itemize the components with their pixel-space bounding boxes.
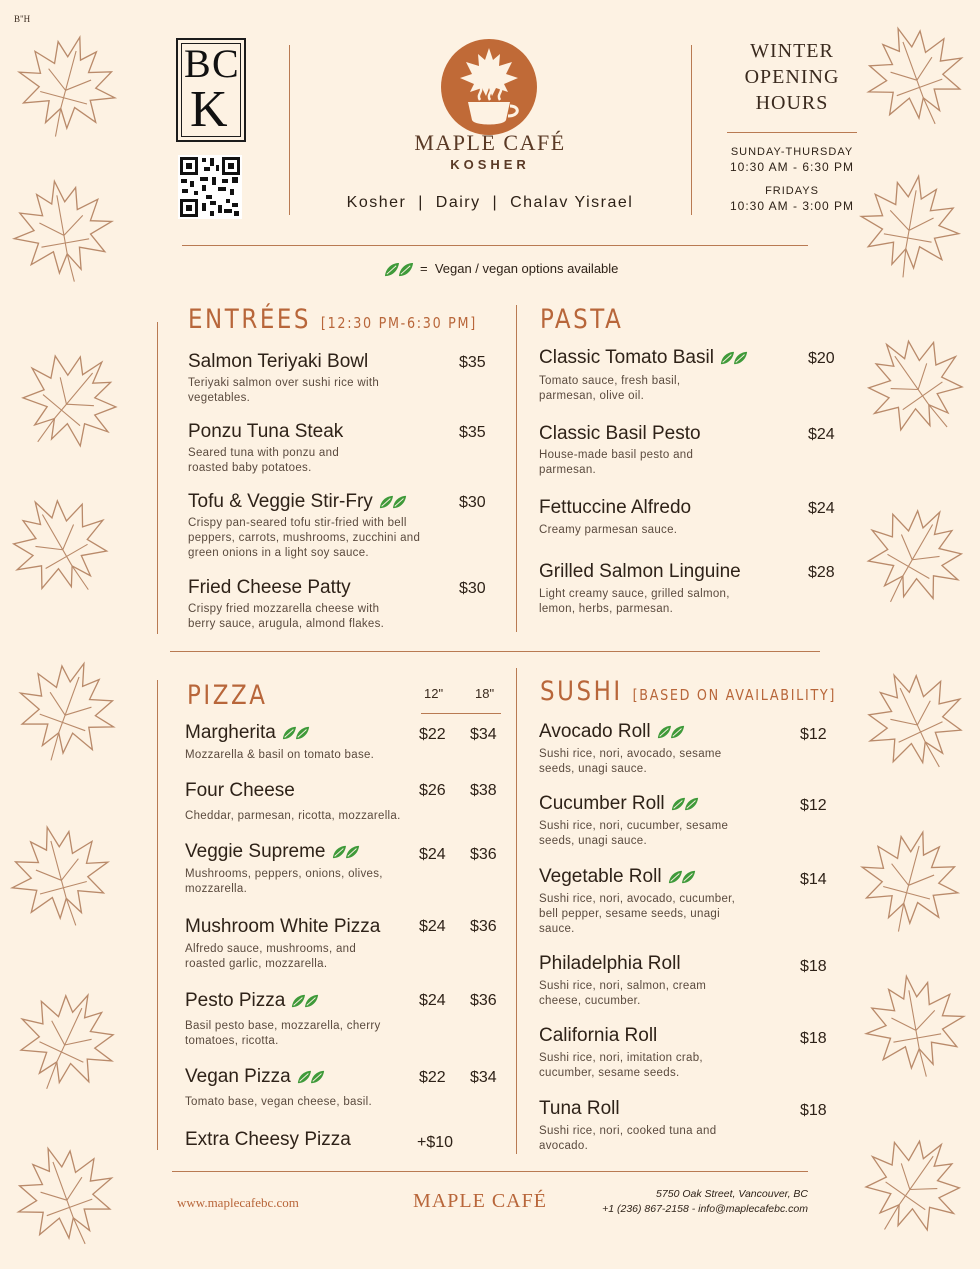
maple-leaf-icon (0, 323, 147, 478)
vegan-leaf-icon (668, 869, 696, 885)
menu-item-name-text: Classic Tomato Basil (539, 347, 714, 368)
maple-leaf-icon (838, 308, 980, 461)
price-12: $22 (419, 726, 446, 743)
menu-item-price: $20 (808, 350, 835, 367)
entrees-title-text: ENTRÉES (188, 304, 312, 335)
menu-item-price: $28 (808, 564, 835, 581)
menu-item-desc: Sushi rice, nori, cooked tuna and avocado. (539, 1125, 717, 1152)
size-underline (421, 713, 501, 714)
section-divider (516, 668, 517, 1154)
hours-title (722, 38, 862, 116)
menu-item-name (185, 722, 310, 744)
vegan-leaf-icon (291, 993, 319, 1009)
menu-item-name (185, 1066, 325, 1088)
menu-item-desc: Tomato sauce, fresh basil, parmesan, olive oil. (539, 375, 681, 402)
maple-leaf-icon (845, 5, 980, 146)
hours-days: FRIDAYS (765, 185, 819, 197)
maple-leaf-icon (851, 961, 978, 1088)
menu-item-name-text: Avocado Roll (539, 721, 651, 742)
menu-item-name (185, 990, 319, 1012)
website-link[interactable]: www.maplecafebc.com (177, 1195, 299, 1210)
price-18: $34 (470, 726, 497, 743)
logo-letter-b: B (184, 41, 211, 86)
footer-rule (172, 1171, 808, 1172)
vegan-legend: = Vegan / vegan options available (420, 261, 619, 276)
price-12: $26 (419, 782, 446, 799)
menu-item-name-text: Margherita (185, 722, 276, 743)
maple-leaf-icon (0, 967, 140, 1113)
menu-item-price: $12 (800, 726, 827, 743)
vegan-leaf-icon (297, 1069, 325, 1085)
menu-item-price: $14 (800, 871, 827, 888)
hours-title-line: OPENING (744, 66, 840, 88)
menu-item-name: Mushroom White Pizza (185, 916, 381, 937)
menu-item-price: $24 (808, 426, 835, 443)
menu-item-price: $18 (800, 1030, 827, 1047)
menu-item-desc: House-made basil pesto and parmesan. (539, 449, 694, 476)
maple-leaf-icon (836, 1108, 980, 1261)
maple-leaf-icon (840, 480, 980, 630)
hours-days: SUNDAY-THURSDAY (730, 146, 854, 158)
vegan-leaf-icon (282, 725, 310, 741)
maple-leaf-icon (0, 640, 137, 781)
price-12: $24 (419, 846, 446, 863)
maple-leaf-icon (846, 161, 973, 288)
vegan-leaf-icon (720, 350, 748, 366)
sushi-title-text: SUSHI (540, 676, 623, 707)
cafe-name: MAPLE CAFÉ (414, 130, 566, 155)
vegan-leaf-icon (379, 494, 407, 510)
menu-item-desc: Mozzarella & basil on tomato base. (185, 749, 375, 761)
logo-letter-k: K (190, 81, 228, 138)
price-18: $36 (470, 918, 497, 935)
bck-logo (176, 38, 246, 142)
sushi-subtitle: [BASED ON AVAILABILITY] (632, 686, 837, 704)
price-12: $24 (419, 918, 446, 935)
entrees-title (188, 304, 477, 335)
menu-item-price: $30 (459, 494, 486, 511)
menu-item-desc: Sushi rice, nori, avocado, sesame seeds, unagi sauce. (539, 748, 722, 775)
header-bottom-rule (182, 245, 808, 246)
footer-cafe-name: MAPLE CAFÉ (413, 1190, 547, 1212)
menu-item-name-text: Vegetable Roll (539, 866, 662, 887)
maple-leaf-icon (0, 808, 127, 943)
menu-item-desc: Alfredo sauce, mushrooms, and roasted garlic, mozzarella. (185, 943, 357, 970)
price-18: $36 (470, 846, 497, 863)
price-18: $34 (470, 1069, 497, 1086)
menu-item-desc: Basil pesto base, mozzarella, cherry tomatoes, ricotta. (185, 1020, 381, 1047)
menu-item-name: Four Cheese (185, 780, 295, 801)
pizza-title: PIZZA (187, 680, 268, 711)
footer-contact[interactable]: +1 (236) 867-2158 - info@maplecafebc.com (602, 1203, 808, 1215)
section-divider (157, 322, 158, 634)
price-18: $38 (470, 782, 497, 799)
menu-item-name: Philadelphia Roll (539, 953, 681, 974)
hours-time: 10:30 AM - 3:00 PM (729, 199, 855, 213)
pasta-title: PASTA (540, 304, 624, 335)
vegan-leaf-icon (332, 844, 360, 860)
vegan-leaf-icon (657, 724, 685, 740)
certification-tags: Kosher | Dairy | Chalav Yisrael (346, 194, 634, 211)
menu-item-name (185, 841, 360, 863)
price-12: $24 (419, 992, 446, 1009)
maple-leaf-icon (0, 1125, 135, 1266)
section-divider (516, 305, 517, 632)
menu-item-name: Tuna Roll (539, 1098, 620, 1119)
maple-leaf-icon (0, 470, 135, 620)
menu-item-desc: Crispy fried mozzarella cheese with berry sauce, arugula, almond flakes. (188, 603, 385, 630)
section-rule (170, 651, 820, 652)
bh-mark: B"H (14, 14, 31, 24)
footer-address: 5750 Oak Street, Vancouver, BC (656, 1188, 808, 1200)
menu-item-name (539, 721, 685, 743)
menu-item-name: Ponzu Tuna Steak (188, 421, 344, 442)
menu-item-desc: Sushi rice, nori, imitation crab, cucumber, sesame seeds. (539, 1052, 703, 1079)
menu-item-desc: Tomato base, vegan cheese, basil. (185, 1096, 372, 1108)
hours-divider (727, 132, 857, 133)
hours-title-line: WINTER (750, 40, 834, 62)
menu-item-name: Grilled Salmon Linguine (539, 561, 741, 582)
menu-item-name: Extra Cheesy Pizza (185, 1129, 351, 1150)
maple-leaf-icon (0, 166, 127, 293)
menu-item-name-text: Veggie Supreme (185, 841, 326, 862)
price-18: $36 (470, 992, 497, 1009)
menu-item-name (539, 866, 696, 888)
menu-item-price: $24 (808, 500, 835, 517)
header-divider (691, 45, 692, 215)
menu-item-price: $12 (800, 797, 827, 814)
menu-item-desc: Crispy pan-seared tofu stir-fried with bell peppers, carrots, mushrooms, zucchini and green onions in a light soy sauce. (188, 517, 421, 559)
menu-item-name (539, 793, 699, 815)
menu-item-desc: Mushrooms, peppers, onions, olives, mozzarella. (185, 868, 383, 895)
entrees-subtitle: [12:30 PM-6:30 PM] (320, 314, 477, 332)
menu-item-name (539, 347, 748, 369)
header-divider (289, 45, 290, 215)
menu-item-desc: Sushi rice, nori, cucumber, sesame seeds, unagi sauce. (539, 820, 729, 847)
menu-item-desc: Seared tuna with ponzu and roasted baby potatoes. (188, 447, 340, 474)
menu-item-desc: Light creamy sauce, grilled salmon, lemon, herbs, parmesan. (539, 588, 730, 615)
maple-cafe-logo-icon (440, 38, 538, 136)
menu-item-desc: Cheddar, parmesan, ricotta, mozzarella. (185, 810, 401, 822)
menu-item-name-text: Pesto Pizza (185, 990, 286, 1011)
logo-letter-c: C (212, 41, 239, 86)
menu-item-price: $18 (800, 1102, 827, 1119)
menu-item-name-text: Tofu & Veggie Stir-Fry (188, 491, 373, 512)
menu-item-price: $35 (459, 354, 486, 371)
menu-item-name (188, 491, 407, 513)
menu-item-name: Fettuccine Alfredo (539, 497, 692, 518)
qr-code-icon[interactable] (178, 155, 242, 219)
menu-item-name: Salmon Teriyaki Bowl (188, 351, 369, 372)
vegan-leaf-icon (671, 796, 699, 812)
menu-item-name-text: Vegan Pizza (185, 1066, 291, 1087)
price-12: +$10 (417, 1134, 454, 1151)
hours-title-line: HOURS (755, 92, 829, 114)
menu-item-name: California Roll (539, 1025, 658, 1046)
section-divider (157, 680, 158, 1150)
menu-item-name: Fried Cheese Patty (188, 577, 351, 598)
menu-item-desc: Sushi rice, nori, salmon, cream cheese, cucumber. (539, 980, 707, 1007)
hours-time: 10:30 AM - 6:30 PM (729, 160, 855, 174)
pizza-size-large: 18" (475, 686, 495, 701)
pizza-size-small: 12" (424, 686, 444, 701)
menu-item-price: $35 (459, 424, 486, 441)
menu-item-price: $30 (459, 580, 486, 597)
maple-leaf-icon (843, 813, 978, 948)
menu-item-name: Classic Basil Pesto (539, 423, 701, 444)
kosher-label: KOSHER (450, 157, 530, 172)
maple-leaf-icon (842, 647, 980, 793)
price-12: $22 (419, 1069, 446, 1086)
menu-item-desc: Creamy parmesan sauce. (539, 524, 678, 536)
menu-item-desc: Teriyaki salmon over sushi rice with vegetables. (188, 377, 380, 404)
maple-leaf-icon (0, 18, 134, 153)
vegan-leaf-icon (384, 261, 414, 278)
menu-item-price: $18 (800, 958, 827, 975)
menu-item-name-text: Cucumber Roll (539, 793, 665, 814)
sushi-title (540, 676, 836, 707)
menu-item-desc: Sushi rice, nori, avocado, cucumber, bell pepper, sesame seeds, unagi sauce. (539, 893, 736, 935)
